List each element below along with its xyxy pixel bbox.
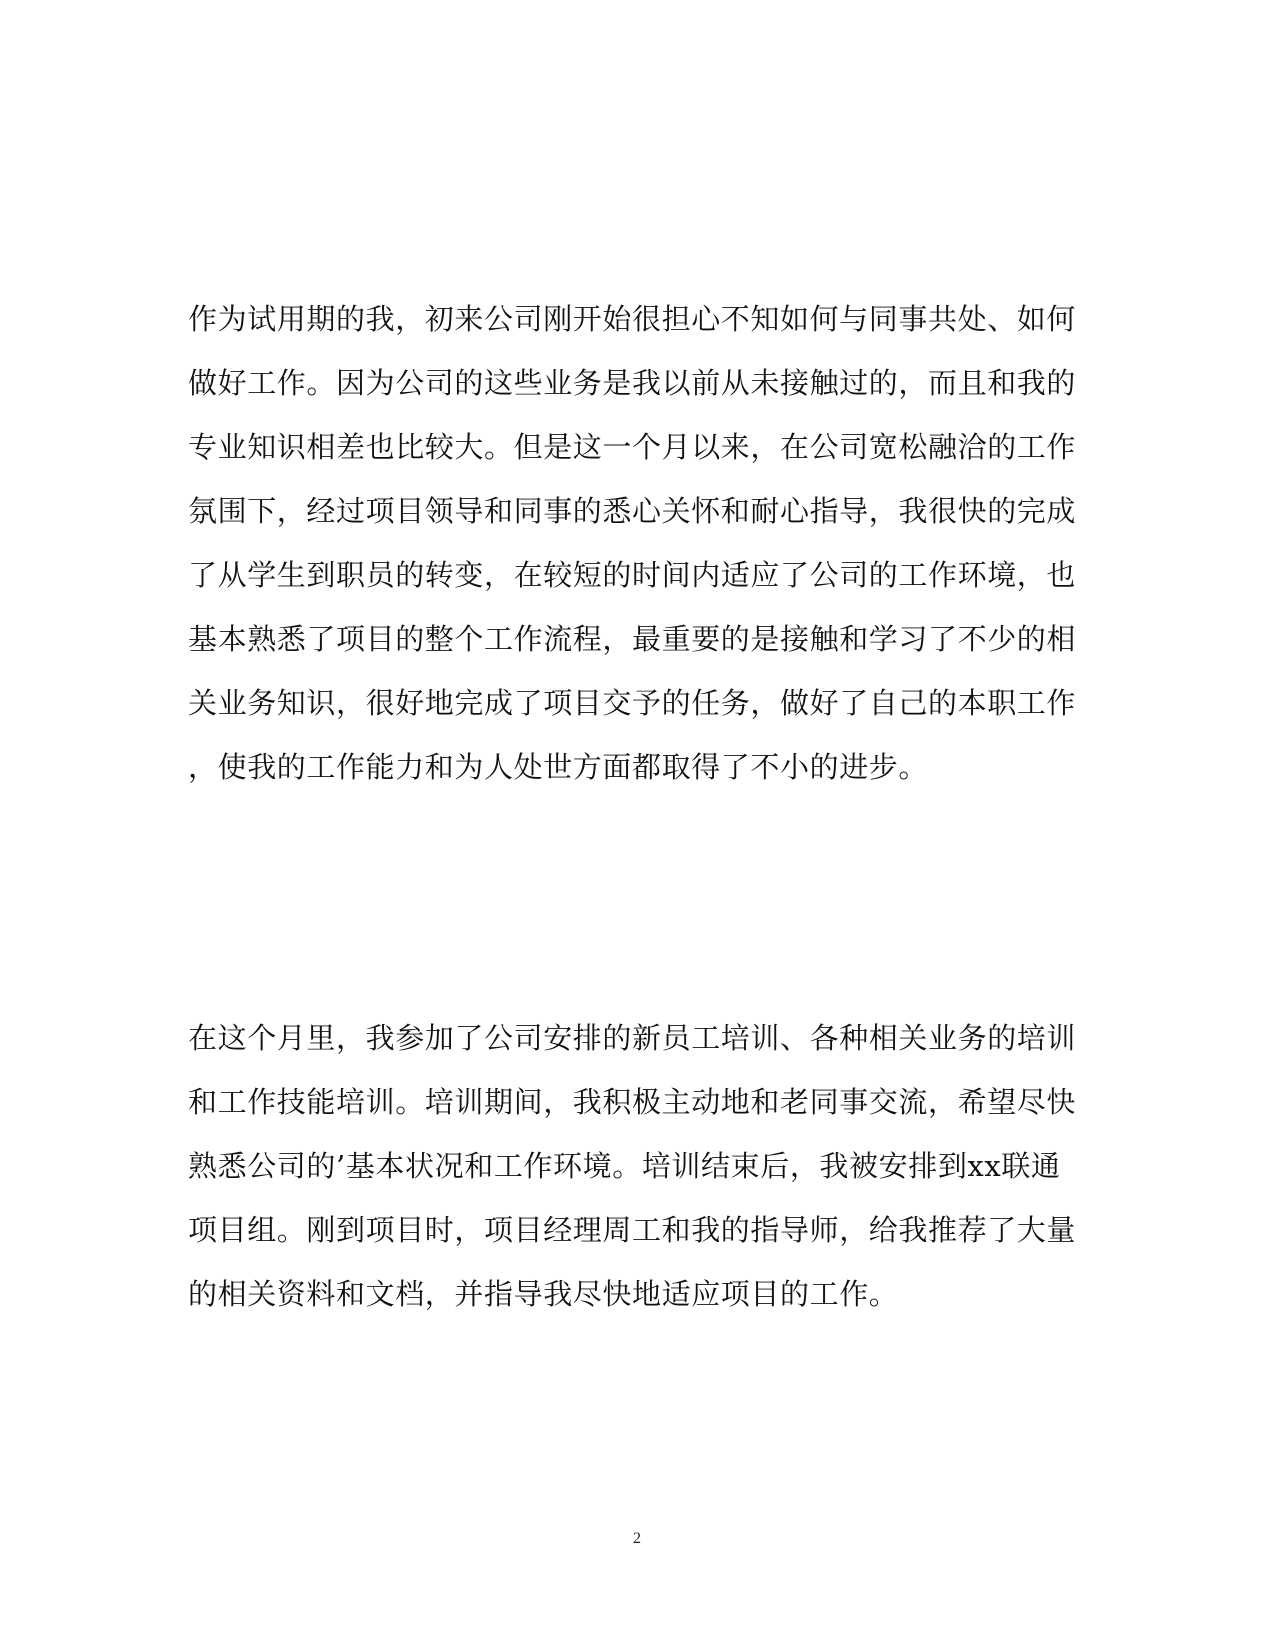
paragraph-training <box>188 1006 1077 1326</box>
paragraph-line: 做好工作。因为公司的这些业务是我以前从未接触过的，而且和我的 <box>188 366 1077 400</box>
paragraph-line: 专业知识相差也比较大。但是这一个月以来，在公司宽松融洽的工作 <box>188 430 1077 464</box>
paragraph-line: 基本熟悉了项目的整个工作流程，最重要的是接触和学习了不少的相 <box>188 622 1077 656</box>
paragraph-line: 的相关资料和文档，并指导我尽快地适应项目的工作。 <box>188 1277 899 1311</box>
paragraph-line: 关业务知识，很好地完成了项目交予的任务，做好了自己的本职工作 <box>188 686 1077 720</box>
paragraph-line: 作为试用期的我，初来公司刚开始很担心不知如何与同事共处、如何 <box>188 302 1077 336</box>
paragraph-line: 了从学生到职员的转变，在较短的时间内适应了公司的工作环境，也 <box>188 558 1077 592</box>
paragraph-line: ，使我的工作能力和为人处世方面都取得了不小的进步。 <box>188 750 929 784</box>
paragraph-line: 项目组。刚到项目时，项目经理周工和我的指导师，给我推荐了大量 <box>188 1213 1077 1247</box>
paragraph-line: 和工作技能培训。培训期间，我积极主动地和老同事交流，希望尽快 <box>188 1085 1077 1119</box>
page-number: 2 <box>633 1530 641 1547</box>
paragraph-line: 熟悉公司的’基本状况和工作环境。培训结束后，我被安排到xx联通 <box>188 1149 1061 1183</box>
paragraph-line: 在这个月里，我参加了公司安排的新员工培训、各种相关业务的培训 <box>188 1021 1077 1055</box>
paragraph-probation-experience <box>188 287 1077 799</box>
paragraph-line: 氛围下，经过项目领导和同事的悉心关怀和耐心指导，我很快的完成 <box>188 494 1077 528</box>
